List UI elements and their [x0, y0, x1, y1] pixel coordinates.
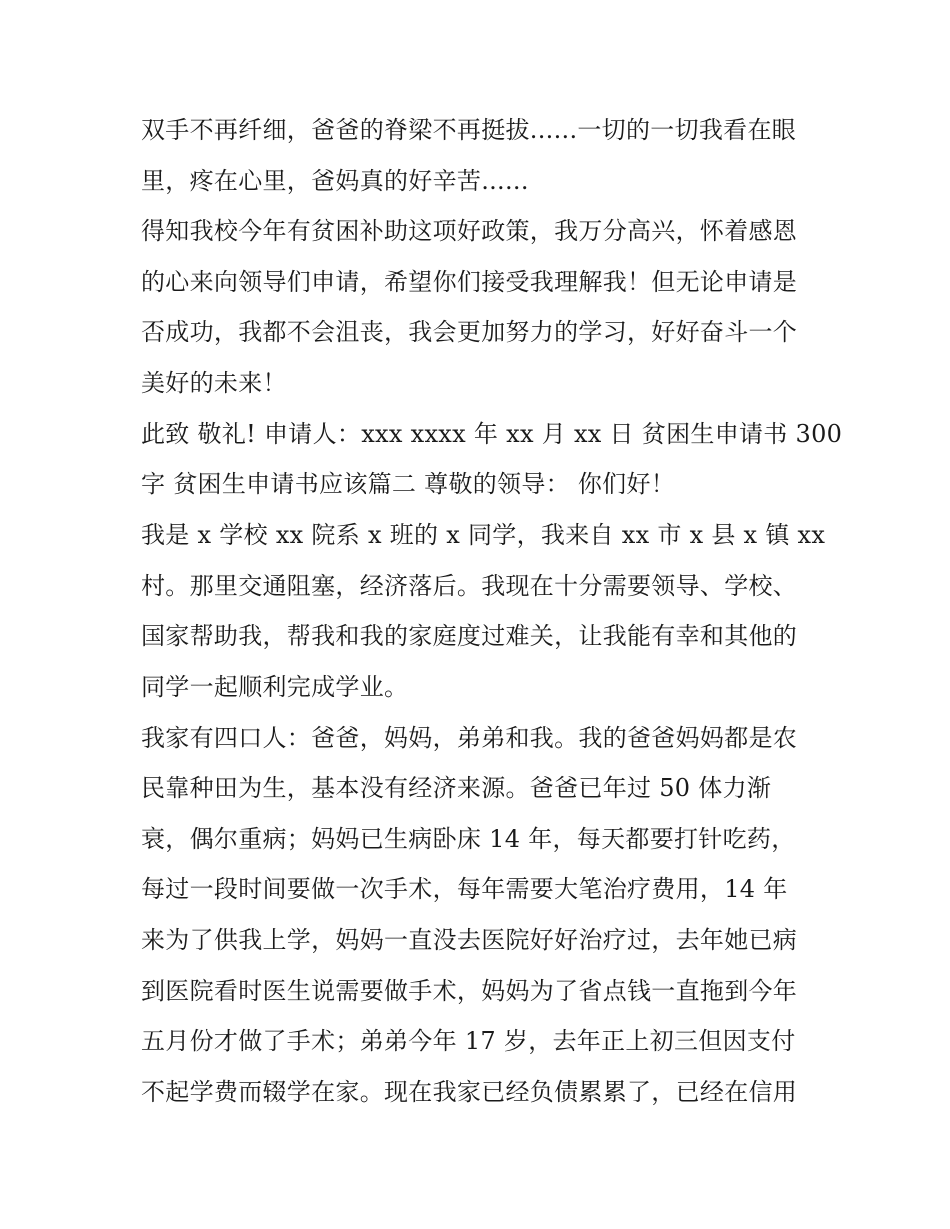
text-line: 村。那里交通阻塞，经济落后。我现在十分需要领导、学校、 [141, 572, 798, 600]
text-line: 到医院看时医生说需要做手术，妈妈为了省点钱一直拖到今年 [141, 977, 798, 1005]
text-line: 五月份才做了手术；弟弟今年 17 岁，去年正上初三但因支付 [141, 1027, 796, 1055]
text-line: 我是 x 学校 xx 院系 x 班的 x 同学，我来自 xx 市 x 县 x 镇 xx [141, 521, 826, 549]
text-line: 不起学费而辍学在家。现在我家已经负债累累了，已经在信用 [141, 1078, 798, 1106]
text-line: 美好的未来！ [141, 369, 287, 397]
text-line: 国家帮助我，帮我和我的家庭度过难关，让我能有幸和其他的 [141, 622, 798, 650]
text-line: 得知我校今年有贫困补助这项好政策，我万分高兴，怀着感恩 [141, 217, 798, 245]
text-line: 每过一段时间要做一次手术，每年需要大笔治疗费用，14 年 [141, 875, 788, 903]
text-line: 民靠种田为生，基本没有经济来源。爸爸已年过 50 体力渐 [141, 774, 772, 802]
text-line: 同学一起顺利完成学业。 [141, 673, 409, 701]
text-line: 里，疼在心里，爸妈真的好辛苦...... [141, 167, 529, 195]
text-line: 字 贫困生申请书应该篇二 尊敬的领导： 你们好！ [141, 470, 676, 498]
text-line: 的心来向领导们申请，希望你们接受我理解我！但无论申请是 [141, 268, 798, 296]
text-line: 衰，偶尔重病；妈妈已生病卧床 14 年，每天都要打针吃药， [141, 825, 796, 853]
text-line: 双手不再纤细，爸爸的脊梁不再挺拔......一切的一切我看在眼 [141, 116, 797, 144]
text-line: 我家有四口人：爸爸，妈妈，弟弟和我。我的爸爸妈妈都是农 [141, 724, 798, 752]
text-line: 否成功，我都不会沮丧，我会更加努力的学习，好好奋斗一个 [141, 318, 798, 346]
text-line: 此致 敬礼! 申请人：xxx xxxx 年 xx 月 xx 日 贫困生申请书 300 [141, 420, 843, 448]
text-line: 来为了供我上学，妈妈一直没去医院好好治疗过，去年她已病 [141, 926, 798, 954]
